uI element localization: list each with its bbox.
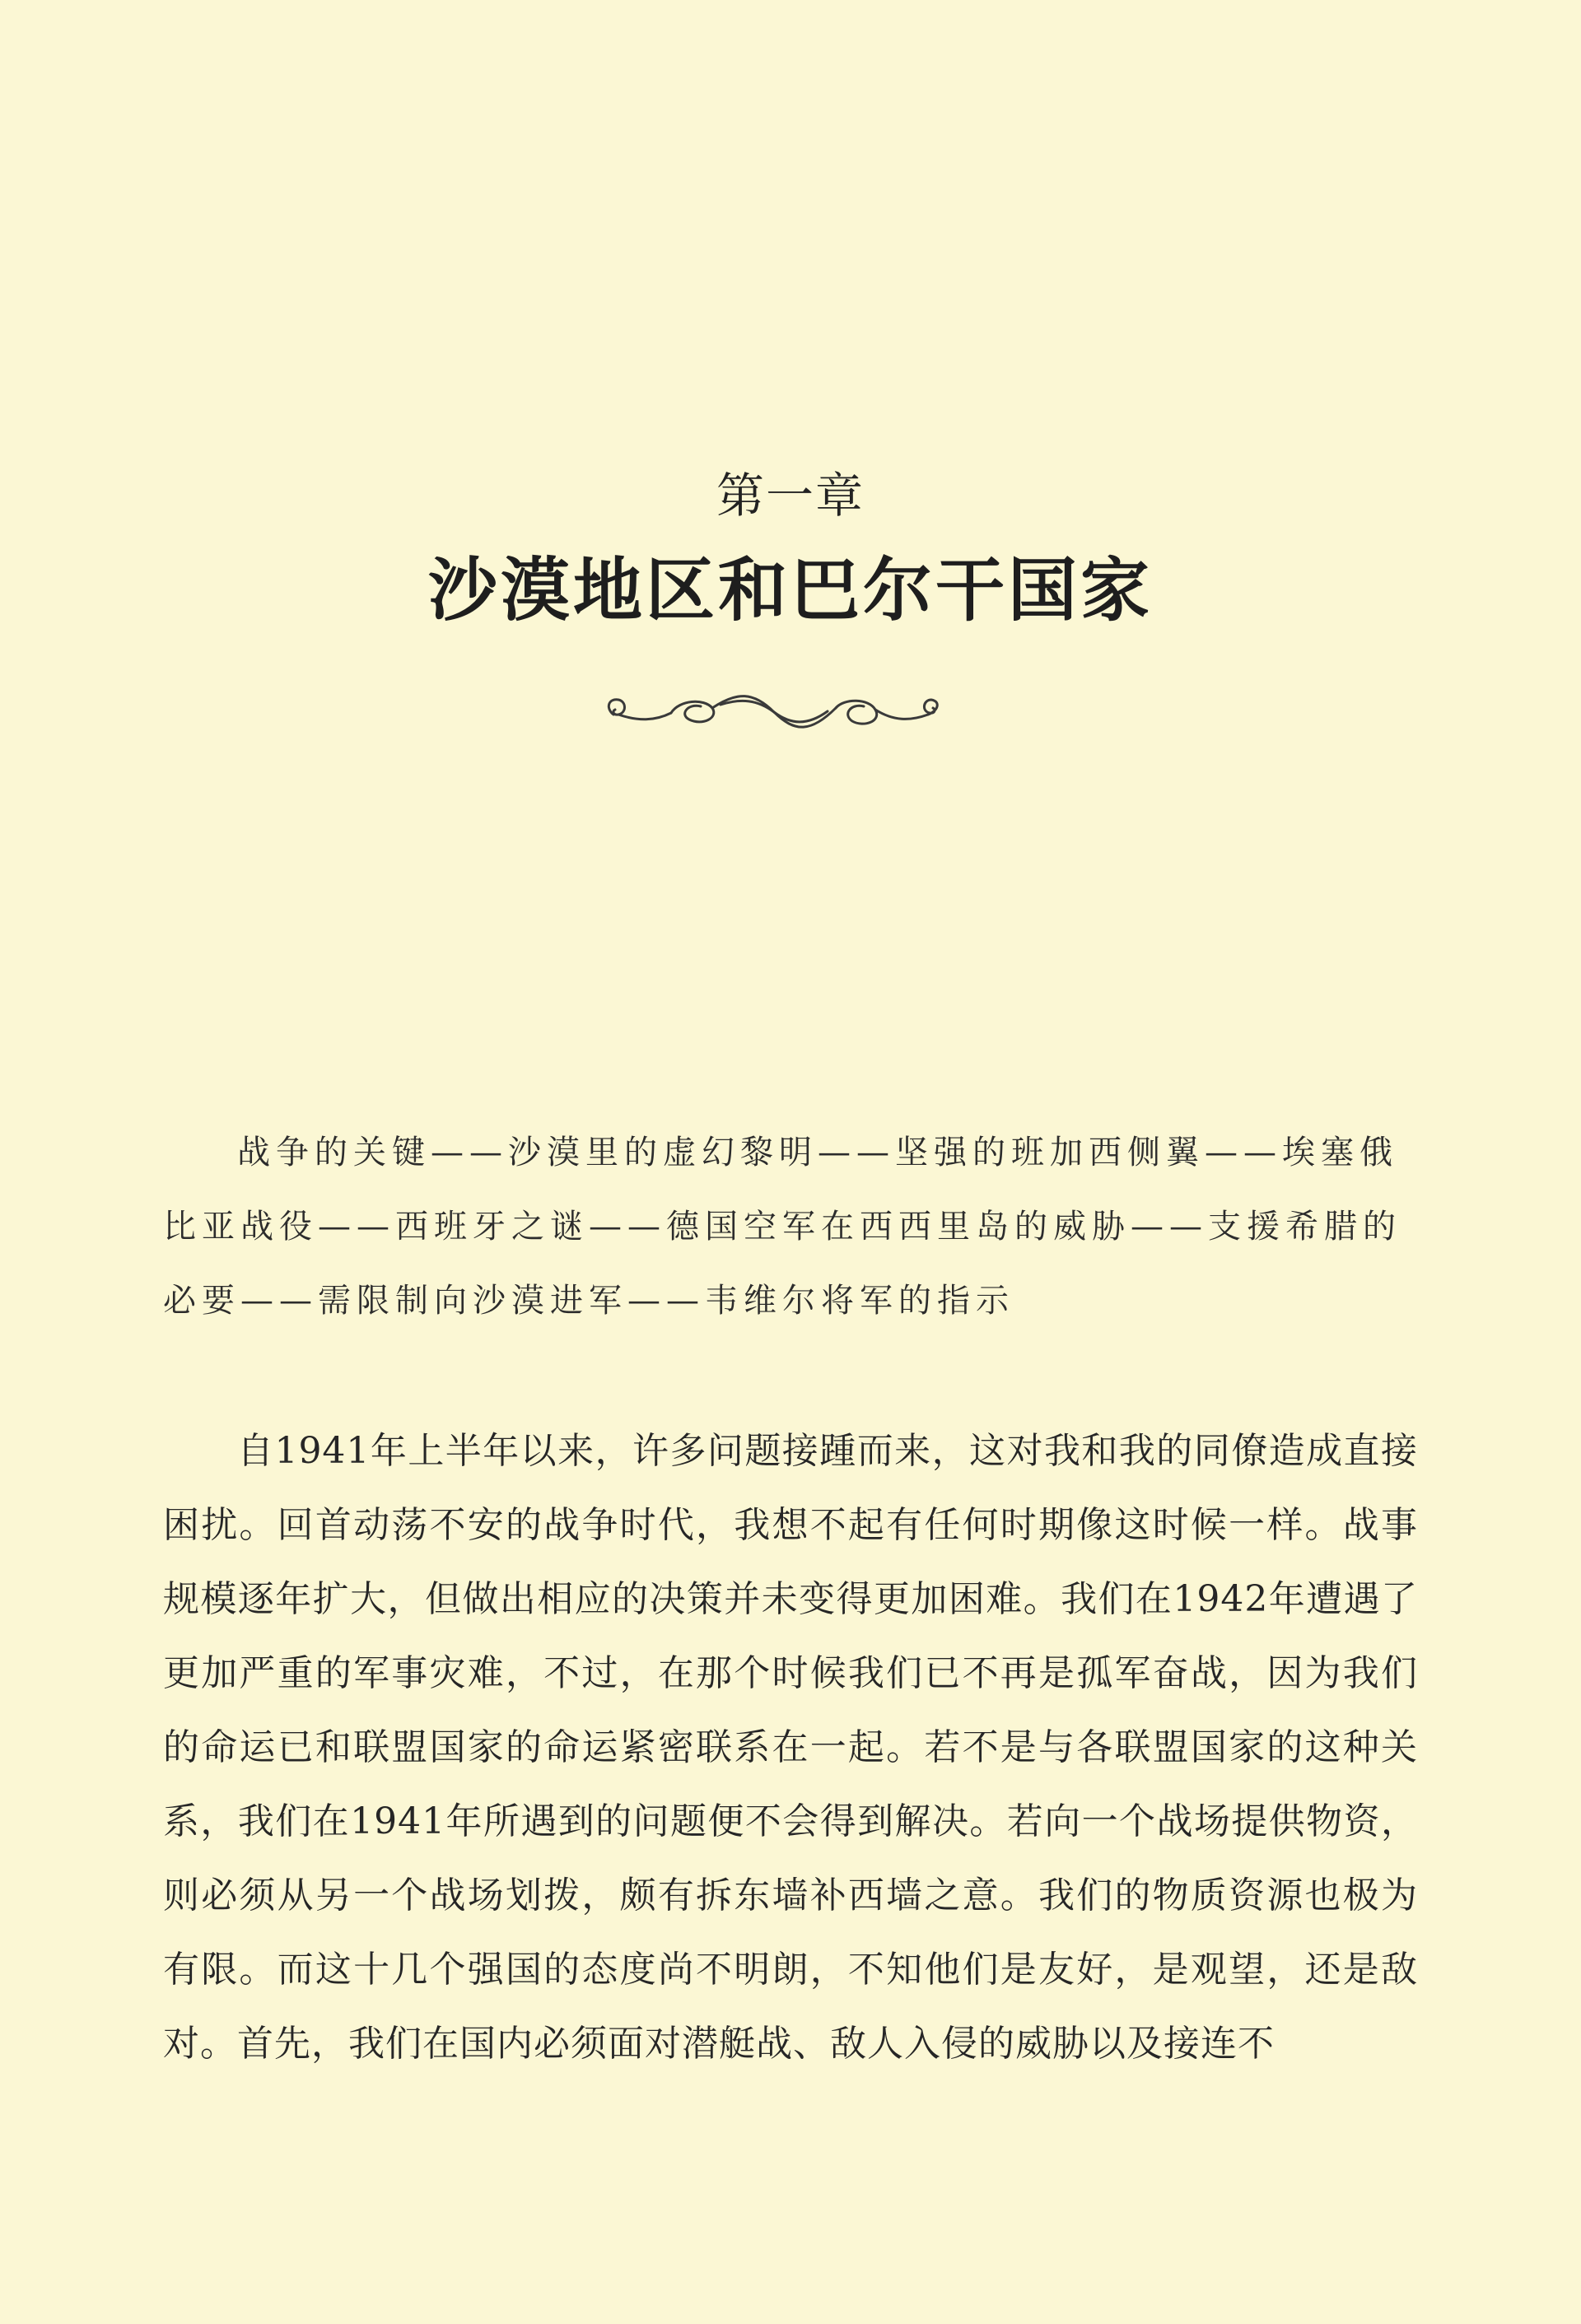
body-paragraph: 自1941年上半年以来，许多问题接踵而来，这对我和我的同僚造成直接困扰。回首动荡不安的战争时代，我想不起有任何时期像这时候一样。战事规模逐年扩大，但做出相应的决策并未变得更加困难。我们在1942年遭遇了更加严重的军事灾难，不过，在那个时候我们已不再是孤军奋战，因为我们的命运已和联盟国家的命运紧密联系在一起。若不是与各联盟国家的这种关系，我们在1941年所遇到的问题便不会得到解决。若向一个战场提供物资，则必须从另一个战场划拨，颇有拆东墙补西墙之意。我们的物质资源也极为有限。而这十几个强国的态度尚不明朗，不知他们是友好，是观望，还是敌对。首先，我们在国内必须面对潜艇战、敌人入侵的威胁以及接连不 [163, 1430, 1418, 2065]
scroll-flourish-icon [597, 675, 951, 749]
chapter-title: 沙漠地区和巴尔干国家 [427, 549, 1153, 631]
chapter-summary: 战争的关键——沙漠里的虚幻黎明——坚强的班加西侧翼——埃塞俄比亚战役——西班牙之谜——德国空军在西西里岛的威胁——支援希腊的必要——需限制向沙漠进军——韦维尔将军的指示 [163, 1134, 1401, 1320]
chapter-number: 第一章 [716, 468, 865, 524]
